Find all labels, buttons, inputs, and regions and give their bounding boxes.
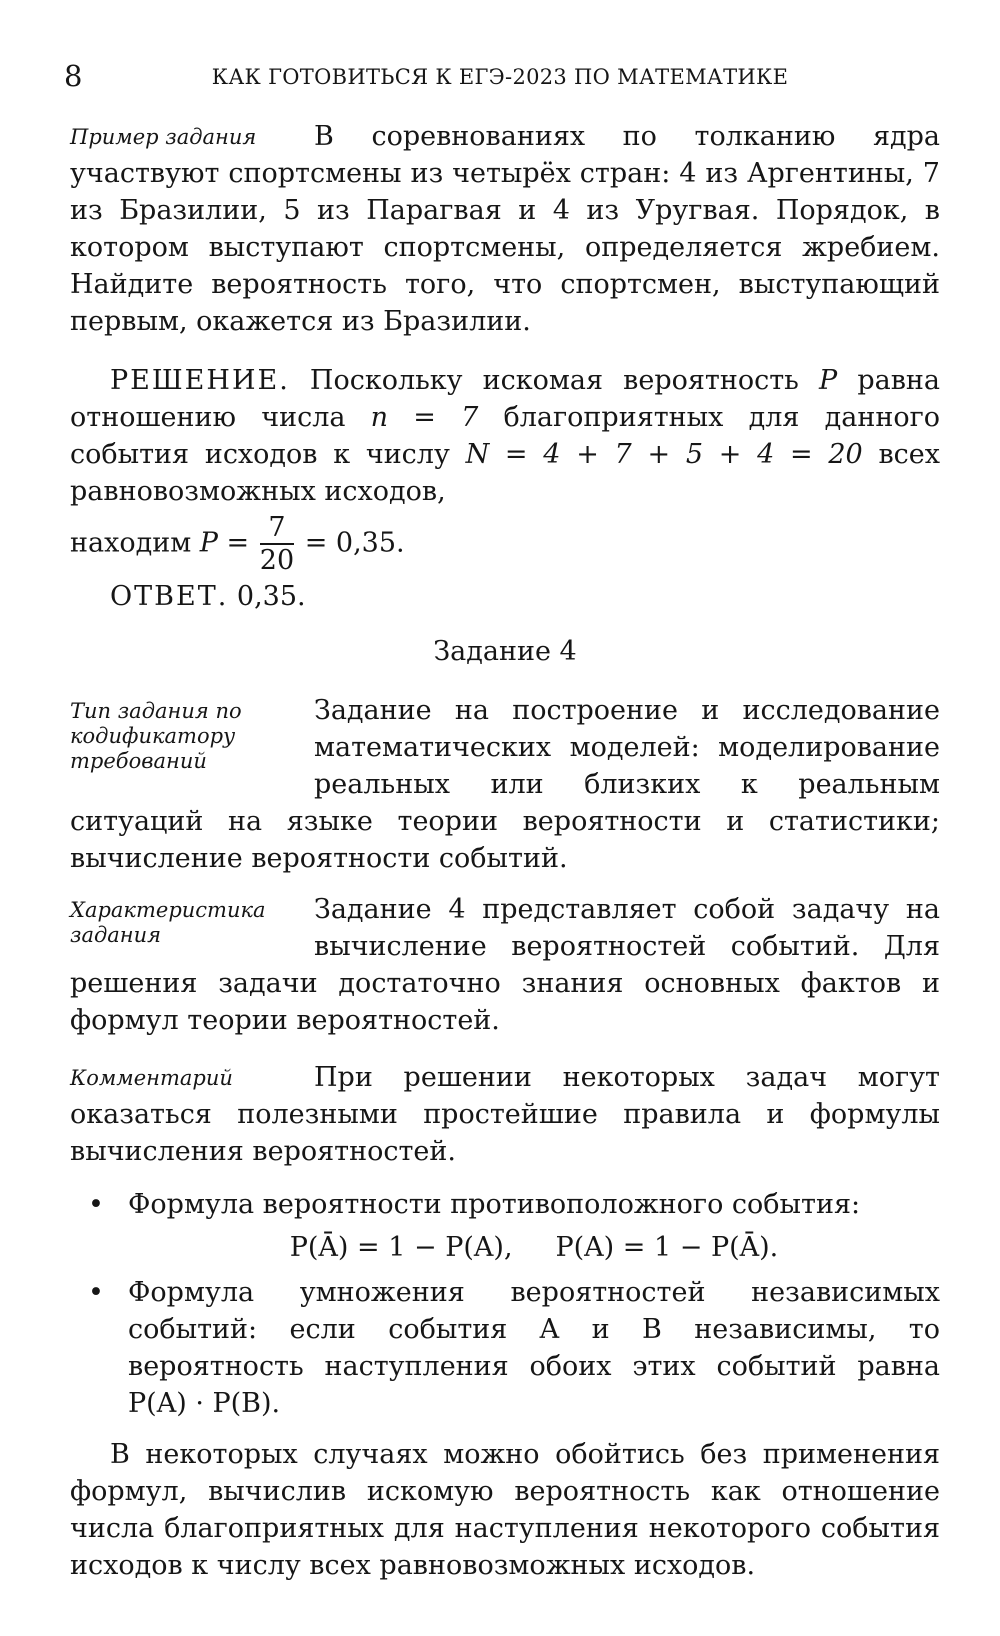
formula-list	[70, 1186, 940, 1422]
solution-P: P	[819, 365, 838, 396]
page-body	[70, 118, 940, 1584]
solution-text	[70, 362, 940, 510]
comment-text: При решении некоторых задач могут оказаться полезными простейшие правила и формулы вычисления вероятностей.	[70, 1062, 940, 1167]
characteristic-block	[70, 891, 940, 1039]
example-block	[70, 118, 940, 340]
solution-part1: Поскольку искомая вероятность	[309, 365, 799, 396]
solution-part4: всех равновозможных исходов,	[70, 439, 940, 507]
fraction-numerator: 7	[260, 514, 294, 545]
answer-keyword: ОТВЕТ.	[110, 581, 229, 612]
closing-paragraph: В некоторых случаях можно обойтись без применения формул, вычислив искомую вероятность как отношение числа благоприятных для наступления некоторого события исходов к числу всех равновозможных исходов.	[70, 1439, 940, 1581]
bullet-text: Формула умножения вероятностей независимых событий: если события A и B независимы, то вероятность наступления обоих этих событий равна P(A) · P(B).	[128, 1277, 940, 1419]
answer-line	[70, 578, 940, 615]
comment-label: Комментарий	[70, 1066, 233, 1090]
running-title: КАК ГОТОВИТЬСЯ К ЕГЭ-2023 ПО МАТЕМАТИКЕ	[211, 65, 789, 89]
solution-n-expr: n = 7	[370, 402, 479, 433]
characteristic-label: Характеристика задания	[70, 898, 266, 947]
solution-N-expr: N = 4 + 7 + 5 + 4 = 20	[465, 439, 863, 470]
list-item	[70, 1274, 940, 1422]
example-label: Пример задания	[70, 125, 257, 149]
solution-keyword: РЕШЕНИЕ.	[110, 365, 290, 396]
characteristic-text: Задание 4 представляет собой задачу на вычисление вероятностей событий. Для решения задачи достаточно знания основных фактов и формул теории вероятностей.	[70, 894, 940, 1036]
page-number: 8	[64, 59, 83, 93]
list-item	[70, 1186, 940, 1266]
solution-part5: находим	[70, 527, 192, 559]
type-block	[70, 692, 940, 877]
solution-part2: равна отношению числа	[70, 365, 940, 433]
type-label: Тип задания по кодификатору требований	[70, 699, 242, 773]
solution-part3: благоприятных для данного события исходов к числу	[70, 402, 940, 470]
bullet-text: Формула вероятности противоположного события:	[128, 1189, 861, 1220]
fraction	[260, 514, 294, 574]
solution-block	[70, 362, 940, 615]
solution-final-line	[70, 514, 940, 574]
type-text: Задание на построение и исследование математических моделей: моделирование реальных или близких к реальным ситуаций на языке теории вероятности и статистики; вычисление вероятности событий.	[70, 695, 940, 874]
solution-result: = 0,35.	[304, 527, 405, 559]
formula-complement	[128, 1229, 940, 1266]
formula-part-2: P(A) = 1 − P(Ā).	[555, 1232, 779, 1263]
answer-value: 0,35.	[236, 581, 306, 612]
task-title: Задание 4	[433, 636, 577, 667]
comment-block	[70, 1059, 940, 1170]
fraction-denominator: 20	[259, 545, 295, 576]
example-text: В соревнованиях по толканию ядра участвуют спортсмены из четырёх стран: 4 из Аргентины, 7 из Бразилии, 5 из Парагвая и 4 из Уругвая. Порядок, в котором выступают спортсмены, определяется жребием. Найдите вероятность того, что спортсмен, выступающий первым, окажется из Бразилии.	[70, 121, 940, 337]
formula-part-1: P(Ā) = 1 − P(A),	[289, 1232, 513, 1263]
solution-P-eq: P =	[199, 527, 250, 559]
